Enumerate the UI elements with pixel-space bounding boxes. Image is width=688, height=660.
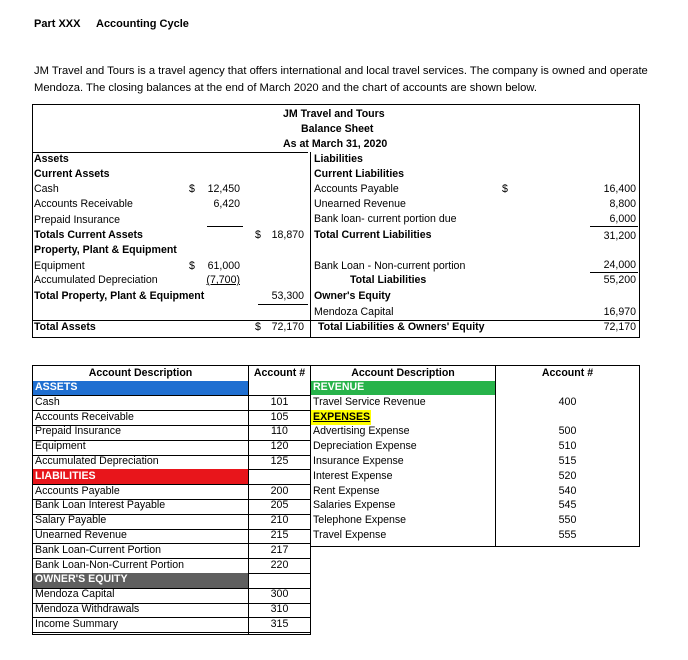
row-divider — [33, 632, 310, 633]
account-telephone-expense: Telephone Expense — [313, 514, 407, 527]
account-num-555: 555 — [558, 529, 577, 541]
prepaid-label: Prepaid Insurance — [34, 214, 120, 226]
total-current-assets-label: Totals Current Assets — [34, 229, 143, 241]
bank-noncurrent-value: 24,000 — [603, 259, 636, 271]
total-le-label: Total Liabilities & Owners' Equity — [318, 321, 485, 333]
cash-dollar: $ — [189, 183, 195, 195]
owners-equity-heading: Owner's Equity — [314, 290, 391, 302]
account-interest-expense: Interest Expense — [313, 469, 393, 482]
current-assets-heading: Current Assets — [34, 168, 110, 180]
total-le-value: 72,170 — [603, 321, 636, 333]
total-current-liab-value: 31,200 — [603, 230, 636, 242]
account-num-125: 125 — [270, 455, 289, 467]
current-liabilities-heading: Current Liabilities — [314, 168, 405, 180]
account-income-summary: Income Summary — [35, 617, 119, 630]
part-label: Part XXX — [34, 18, 81, 30]
ar-label: Accounts Receivable — [34, 198, 133, 210]
bank-current-value: 6,000 — [609, 213, 636, 225]
accum-dep-label: Accumulated Depreciation — [34, 274, 158, 286]
account-num-210: 210 — [270, 514, 289, 527]
account-num-220: 220 — [270, 558, 289, 571]
account-num-300: 300 — [270, 588, 289, 601]
ppe-heading: Property, Plant & Equipment — [34, 244, 177, 256]
assets-heading: Assets — [34, 153, 69, 165]
account-num-101: 101 — [270, 395, 289, 408]
coa-desc-header-right: Account Description — [351, 367, 455, 379]
account-num-540: 540 — [558, 484, 577, 497]
account-num-120: 120 — [270, 440, 289, 453]
section-revenue: REVENUE — [313, 381, 365, 393]
cash-label: Cash — [34, 183, 59, 195]
coa-num-header-right: Account # — [541, 367, 594, 379]
account-accounts-receivable: Accounts Receivable — [35, 410, 134, 423]
account-rent-expense: Rent Expense — [313, 484, 380, 497]
total-current-assets-value: 18,870 — [271, 229, 304, 241]
ar-value: 6,420 — [213, 198, 240, 210]
bs-statement: Balance Sheet — [301, 123, 374, 135]
equipment-value: 61,000 — [207, 260, 240, 272]
account-unearned-revenue: Unearned Revenue — [35, 529, 127, 541]
account-advertising-expense: Advertising Expense — [313, 425, 410, 438]
ap-dollar: $ — [502, 183, 508, 195]
account-num-310: 310 — [270, 603, 289, 615]
account-travel-service-revenue: Travel Service Revenue — [313, 395, 426, 408]
account-depreciation-expense: Depreciation Expense — [313, 440, 417, 453]
account-num-515: 515 — [558, 455, 577, 467]
section-expenses: EXPENSES — [313, 410, 371, 423]
account-insurance-expense: Insurance Expense — [313, 455, 404, 467]
liabilities-heading: Liabilities — [314, 153, 363, 165]
account-num-550: 550 — [558, 514, 577, 527]
bank-current-label: Bank loan- current portion due — [314, 213, 457, 225]
account-accumulated-depreciation: Accumulated Depreciation — [35, 455, 159, 467]
account-bank-loan-non-current-portion: Bank Loan-Non-Current Portion — [35, 558, 184, 571]
total-ppe-label: Total Property, Plant & Equipment — [34, 290, 205, 302]
account-salary-payable: Salary Payable — [35, 514, 107, 527]
account-num-500: 500 — [558, 425, 577, 438]
cash-value: 12,450 — [207, 183, 240, 195]
unearned-label: Unearned Revenue — [314, 198, 406, 210]
bs-date: As at March 31, 2020 — [283, 138, 388, 150]
account-num-217: 217 — [270, 543, 289, 556]
account-bank-loan-current-portion: Bank Loan-Current Portion — [35, 543, 162, 556]
ap-label: Accounts Payable — [314, 183, 399, 195]
total-assets-label: Total Assets — [34, 321, 96, 333]
coa-desc-header-left: Account Description — [88, 367, 193, 379]
intro-line-1: JM Travel and Tours is a travel agency that offers international and local travel services. The company is owned and operate — [34, 65, 648, 77]
account-num-215: 215 — [270, 529, 289, 541]
intro-line-2: Mendoza. The closing balances at the end of March 2020 and the chart of accounts are shown below. — [34, 82, 537, 94]
equipment-dollar: $ — [189, 260, 195, 272]
total-assets-dollar: $ — [255, 321, 261, 333]
bs-company: JM Travel and Tours — [283, 108, 385, 120]
bank-noncurrent-label: Bank Loan - Non-current portion — [314, 260, 466, 272]
account-mendoza-capital: Mendoza Capital — [35, 588, 115, 601]
account-prepaid-insurance: Prepaid Insurance — [35, 425, 121, 438]
account-num-520: 520 — [558, 469, 577, 482]
ap-value: 16,400 — [603, 183, 636, 195]
unearned-value: 8,800 — [609, 198, 636, 210]
equipment-label: Equipment — [34, 260, 85, 272]
account-salaries-expense: Salaries Expense — [313, 499, 396, 512]
account-cash: Cash — [35, 395, 60, 408]
account-num-400: 400 — [558, 395, 577, 408]
account-bank-loan-interest-payable: Bank Loan Interest Payable — [35, 499, 166, 512]
accum-dep-value: (7,700) — [206, 274, 240, 286]
account-num-110: 110 — [271, 425, 288, 438]
account-num-205: 205 — [270, 499, 289, 512]
total-liab-value: 55,200 — [603, 274, 636, 286]
account-num-315: 315 — [270, 617, 289, 630]
account-num-200: 200 — [270, 484, 289, 497]
section-liabilities: LIABILITIES — [35, 469, 96, 482]
account-accounts-payable: Accounts Payable — [35, 484, 120, 497]
account-mendoza-withdrawals: Mendoza Withdrawals — [35, 603, 140, 615]
total-liab-label: Total Liabilities — [350, 274, 427, 286]
total-current-liab-label: Total Current Liabilities — [314, 229, 432, 241]
account-travel-expense: Travel Expense — [313, 529, 387, 541]
account-num-545: 545 — [558, 499, 577, 512]
account-equipment: Equipment — [35, 440, 86, 453]
total-current-assets-dollar: $ — [255, 229, 261, 241]
section-owner-s-equity: OWNER'S EQUITY — [35, 573, 128, 586]
account-num-510: 510 — [558, 440, 577, 453]
total-assets-value: 72,170 — [271, 321, 304, 333]
capital-label: Mendoza Capital — [314, 306, 394, 318]
capital-value: 16,970 — [603, 306, 636, 318]
total-ppe-value: 53,300 — [271, 290, 304, 302]
account-num-105: 105 — [270, 410, 289, 423]
section-assets: ASSETS — [35, 381, 78, 393]
page-title: Accounting Cycle — [96, 18, 189, 30]
coa-num-header-left: Account # — [253, 367, 306, 379]
